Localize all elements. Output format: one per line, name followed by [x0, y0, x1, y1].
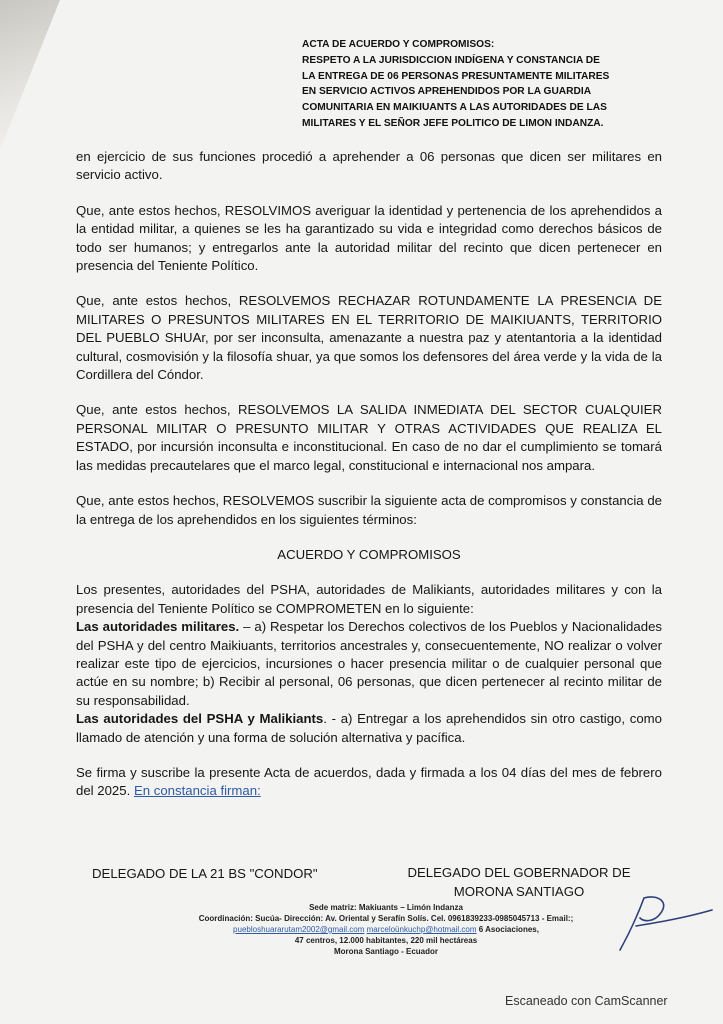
email-link-1[interactable]: puebloshuararutam2002@gmail.com	[233, 925, 365, 934]
military-authorities-label: Las autoridades militares.	[76, 619, 240, 635]
commitments-intro: Los presentes, autoridades del PSHA, autoridades de Malikiants, autoridades militares y con la presencia del Teniente Político se COMPROMETEN en lo siguiente:	[76, 582, 662, 616]
paragraph-1: en ejercicio de sus funciones procedió a aprehender a 06 personas que dicen ser militares en servicio activo.	[76, 149, 662, 183]
paragraph-7	[76, 764, 662, 801]
closing-text: Se firma y suscribe la presente Acta de acuerdos, dada y firmada a los 04 días del mes de febrero del 2025.	[76, 764, 662, 799]
footer-line1: Sede matriz: Makiuants – Limón Indanza	[309, 903, 463, 912]
footer-line2: Coordinación: Sucúa- Dirección: Av. Oriental y Serafín Solís. Cel. 0961839233-0985045713 - Email:;	[198, 914, 574, 923]
footer-line4: 47 centros, 12.000 habitantes, 220 mil hectáreas	[294, 936, 478, 945]
psha-authorities-text: . - a) Entregar a los aprehendidos sin otro castigo, como llamado de atención y una forma de solución alternativa y pacífica.	[76, 711, 662, 745]
section-title: ACUERDO Y COMPROMISOS	[277, 546, 461, 562]
handwritten-signature	[600, 892, 718, 954]
signature-right-line1: DELEGADO DEL GOBERNADOR DE	[407, 865, 631, 880]
paragraph-2: Que, ante estos hechos, RESOLVIMOS averiguar la identidad y pertenencia de los aprehendidos a la entidad militar, a quienes se les ha garantizado su vida e integridad como derechos básicos de todo ser humanos; y entregarlos ante la autoridad militar del recinto que dicen pertenecer en presencia del Teniente Político.	[76, 202, 662, 274]
paragraph-4: Que, ante estos hechos, RESOLVEMOS LA SALIDA INMEDIATA DEL SECTOR CUALQUIER PERSONAL MILITAR O PRESUNTO MILITAR Y OTRAS ACTIVIDADES QUE REALIZA EL ESTADO, por incursión inconsulta e inconstitucional. En caso de no dar el cumplimiento se tomará las medidas precautelares que el marco legal, constitucional e internacional nos ampara.	[76, 402, 662, 473]
header-line: COMUNITARIA EN MAIKIUANTS A LAS AUTORIDADES DE LAS	[302, 102, 607, 114]
signature-left-label: DELEGADO DE LA 21 BS "CONDOR"	[92, 866, 318, 881]
document-footer	[160, 902, 612, 957]
header-line: EN SERVICIO ACTIVOS APREHENDIDOS POR LA GUARDIA	[302, 86, 592, 98]
page-corner-fold	[0, 0, 60, 150]
email-link-2[interactable]: marceloünkuchp@hotmail.com	[366, 925, 477, 934]
document-body	[76, 148, 662, 818]
paragraph-3: Que, ante estos hechos, RESOLVEMOS RECHAZAR ROTUNDAMENTE LA PRESENCIA DE MILITARES O PRESUNTOS MILITARES EN EL TERRITORIO DE MAIKIUANTS, TERRITORIO DEL PUEBLO SHUAr, por ser inconsulta, amenazante a nuestra paz y atentantoria a la identidad cultural, cosmovisión y la filosofía shuar, ya que somos los defensores del área verde y la vida de la Cordillera del Cóndor.	[76, 293, 662, 383]
signature-right-line2: MORONA SANTIAGO	[453, 884, 585, 899]
paragraph-5: Que, ante estos hechos, RESOLVEMOS suscribir la siguiente acta de compromisos y constancia de la entrega de los aprehendidos en los siguientes términos:	[76, 493, 662, 527]
military-authorities-text: – a) Respetar los Derechos colectivos de los Pueblos y Nacionalidades del PSHA y del centro Maikiuants, territorios ancestrales y, consecuentemente, NO realizar o volver realizar este tipo de ejercicios, incursiones o hacer presencia militar o de cualquier personal que actúe en su nombre; b) Recibir al personal, 06 personas, que dicen pertenecer al recinto militar de su responsabilidad.	[76, 619, 662, 708]
footer-associations: 6 Asociaciones,	[476, 925, 539, 934]
header-line: ACTA DE ACUERDO Y COMPROMISOS:	[302, 39, 495, 50]
signatures-link[interactable]: En constancia firman:	[133, 783, 261, 799]
header-line: LA ENTREGA DE 06 PERSONAS PRESUNTAMENTE MILITARES	[302, 70, 610, 82]
header-line: RESPETO A LA JURISDICCION INDÍGENA Y CONSTANCIA DE	[302, 54, 600, 66]
psha-authorities-label: Las autoridades del PSHA y Malikiants	[76, 711, 324, 727]
header-line: MILITARES Y EL SEÑOR JEFE POLITICO DE LIMON INDANZA.	[302, 117, 604, 129]
document-header	[302, 37, 662, 132]
footer-line5: Morona Santiago - Ecuador	[333, 947, 438, 956]
footer-line3	[160, 924, 612, 935]
camscanner-watermark: Escaneado con CamScanner	[505, 994, 668, 1008]
paragraph-6	[76, 581, 662, 747]
